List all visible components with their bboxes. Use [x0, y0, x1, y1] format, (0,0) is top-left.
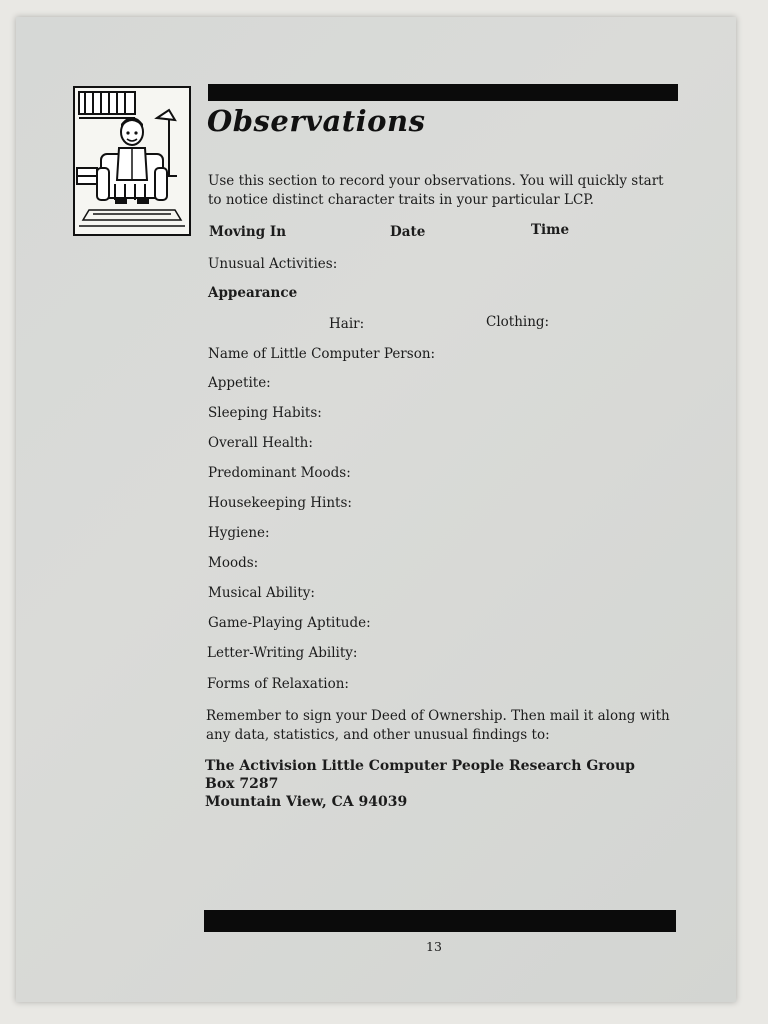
label-hair: Hair: [329, 316, 365, 332]
address-line-organization: The Activision Little Computer People Research Group [205, 758, 635, 774]
label-moods: Moods: [208, 555, 259, 571]
label-time: Time [531, 222, 570, 238]
lcp-armchair-illustration [73, 86, 191, 236]
label-appetite: Appetite: [208, 375, 271, 391]
label-unusual-activities: Unusual Activities: [208, 256, 338, 272]
top-rule [208, 84, 678, 101]
page-title: Observations [207, 104, 426, 138]
intro-text: Use this section to record your observations. You will quickly start to notice distinct character traits in your particular LCP. [208, 173, 664, 208]
mailing-instructions: Remember to sign your Deed of Ownership. Then mail it along with any data, statistics, and other unusual findings to: [206, 708, 670, 743]
label-clothing: Clothing: [486, 314, 550, 330]
label-musical-ability: Musical Ability: [208, 585, 315, 601]
page-number: 13 [426, 939, 442, 954]
label-hygiene: Hygiene: [208, 525, 270, 541]
label-letter-writing-ability: Letter-Writing Ability: [207, 645, 358, 661]
label-appearance: Appearance [208, 285, 298, 301]
mailing-address [205, 757, 675, 811]
label-overall-health: Overall Health: [208, 435, 313, 451]
address-line-city: Mountain View, CA 94039 [205, 794, 408, 810]
label-game-playing-aptitude: Game-Playing Aptitude: [208, 615, 371, 631]
label-lcp-name: Name of Little Computer Person: [208, 346, 436, 362]
address-line-box: Box 7287 [205, 776, 279, 792]
armchair-figure-icon [75, 88, 189, 234]
label-sleeping-habits: Sleeping Habits: [208, 405, 322, 421]
label-forms-of-relaxation: Forms of Relaxation: [207, 676, 349, 692]
label-moving-in: Moving In [209, 224, 287, 240]
label-housekeeping-hints: Housekeeping Hints: [208, 495, 352, 511]
label-predominant-moods: Predominant Moods: [208, 465, 351, 481]
label-date: Date [390, 224, 426, 240]
bottom-rule [204, 910, 676, 932]
